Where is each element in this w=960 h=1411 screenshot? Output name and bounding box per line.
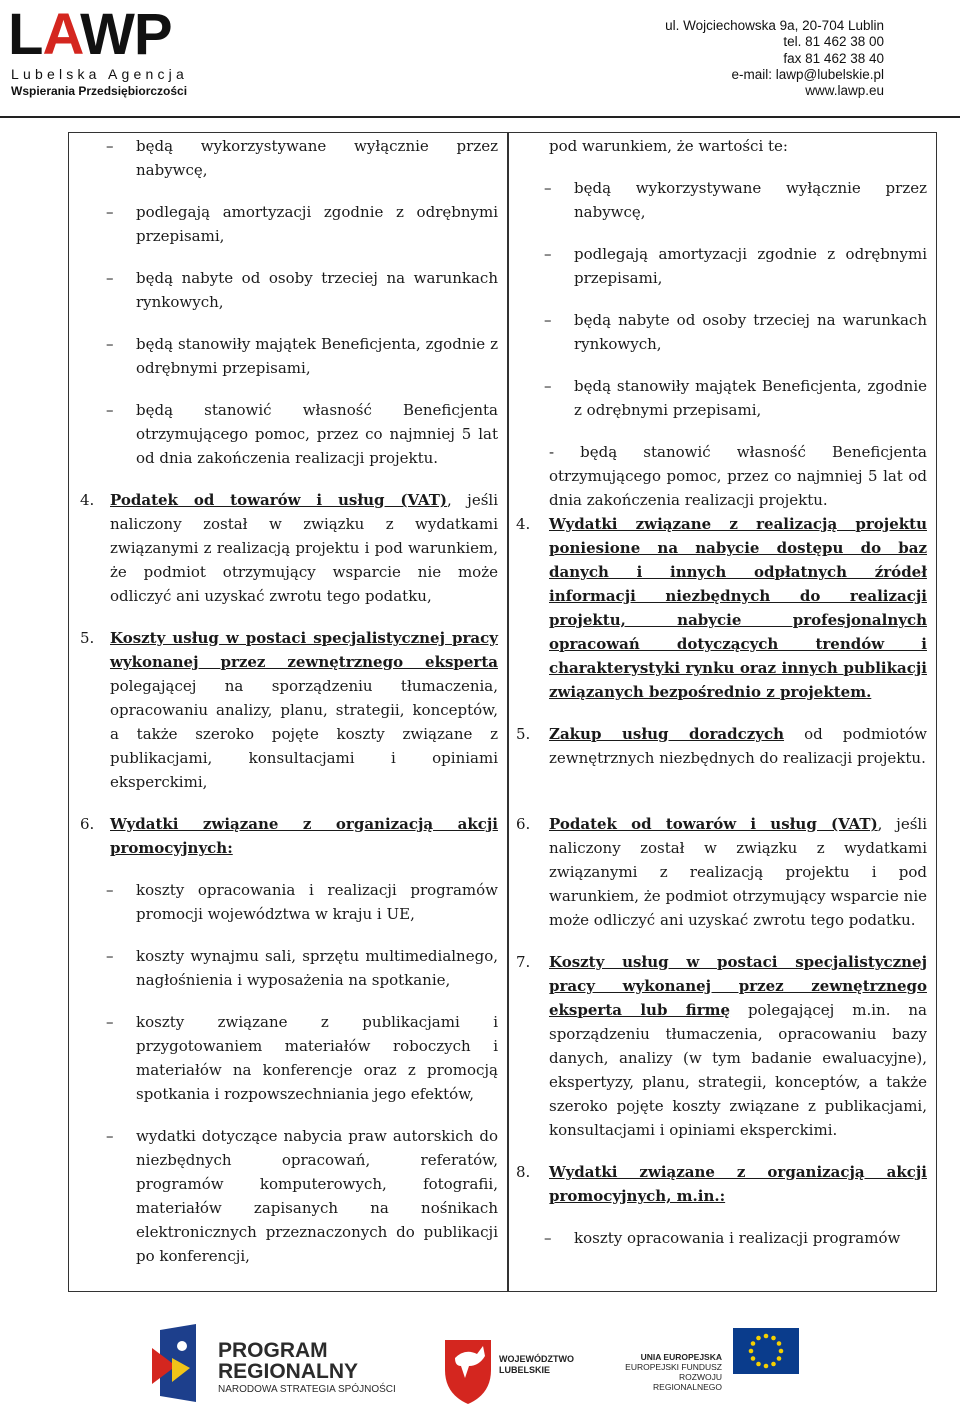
right-item-5: 5. Zakup usług doradczych od podmiotów zewnętrznych niezbędnych do realizacji projektu.: [516, 725, 927, 767]
left-dash-text: koszty wynajmu sali, sprzętu multimedialnego, nagłośnienia i wyposażenia na spotkanie,: [136, 947, 498, 989]
eu-fund-text: UNIA EUROPEJSKA EUROPEJSKI FUNDUSZ ROZWOJU REGIONALNEGO: [625, 1352, 722, 1392]
dash-bullet: –: [106, 1127, 114, 1145]
program-regionalny-text: PROGRAM REGIONALNY NARODOWA STRATEGIA SPÓJNOŚCI: [218, 1339, 396, 1395]
email[interactable]: e-mail: lawp@lubelskie.pl: [731, 66, 884, 82]
right-intro: pod warunkiem, że wartości te:: [549, 137, 788, 155]
left-dash-item: [80, 1010, 498, 1106]
eu-star-icon: [751, 1356, 756, 1361]
left-dash-item: [80, 266, 498, 314]
dash-bullet: –: [106, 203, 114, 221]
eu-flag: [733, 1328, 799, 1374]
wojewodztwo-text: WOJEWÓDZTWO LUBELSKIE: [499, 1354, 574, 1375]
website[interactable]: www.lawp.eu: [805, 83, 884, 99]
right-column: [516, 134, 927, 1268]
eu-star-icon: [756, 1362, 761, 1367]
dash-bullet: –: [106, 947, 114, 965]
right-dash-item: [516, 242, 927, 290]
right-dash-item: [516, 1226, 927, 1250]
left-dash-text: koszty opracowania i realizacji programów promocji województwa w kraju i UE,: [136, 881, 498, 923]
left-column: [80, 134, 498, 1286]
left-dash-item: [80, 332, 498, 380]
left-dash-text: koszty związane z publikacjami i przygotowaniem materiałów roboczych i materiałów na konferencje oraz z promocją spotkania i rozpowszechniania jego efektów,: [136, 1013, 498, 1103]
eu-star-icon: [764, 1364, 769, 1369]
dash-bullet: –: [106, 335, 114, 353]
address: ul. Wojciechowska 9a, 20-704 Lublin: [665, 18, 884, 33]
eu-star-icon: [751, 1341, 756, 1346]
dash-bullet: –: [544, 245, 552, 263]
right-hyphen-item: - będą stanowić własność Beneficjenta otrzymującego pomoc, przez co najmniej 5 lat od dnia zakończenia realizacji projektu.: [549, 443, 927, 509]
logo-wordmark: LAWP: [8, 2, 172, 67]
left-dash-text: będą stanowić własność Beneficjenta otrzymującego pomoc, przez co najmniej 5 lat od dnia zakończenia realizacji projektu.: [136, 401, 498, 467]
right-dash-item: [516, 308, 927, 356]
dash-bullet: –: [544, 311, 552, 329]
dash-bullet: –: [106, 881, 114, 899]
logo-subtitle-1: Lubelska Agencja: [11, 66, 188, 82]
program-regionalny-emblem: [152, 1324, 196, 1402]
dash-bullet: –: [106, 1013, 114, 1031]
eu-star-icon: [756, 1336, 761, 1341]
left-item-6: 6. Wydatki związane z organizacją akcji promocyjnych:: [80, 815, 498, 857]
right-item-4: 4. Wydatki związane z realizacją projektu poniesione na nabycie dostępu do baz danych i innych odpłatnych źródeł informacji niezbędnych do realizacji projektu, nabycie profesjonalnych opracowań dotyczących trendów i charakterystyki rynku oraz innych publikacji związanych bezpośrednio z projektem.: [516, 515, 927, 701]
left-dash-item: [80, 944, 498, 992]
left-dash-item: [80, 134, 498, 182]
eu-star-icon: [749, 1349, 754, 1354]
eu-star-icon: [771, 1336, 776, 1341]
dash-bullet: –: [106, 269, 114, 287]
left-dash-text: będą stanowiły majątek Beneficjenta, zgodnie z odrębnymi przepisami,: [136, 335, 498, 377]
dash-bullet: –: [544, 377, 552, 395]
right-item-7: 7. Koszty usług w postaci specjalistycznej pracy wykonanej przez zewnętrznego eksperta lub firmę polegającej m.in. na sporządzeniu tłumaczenia, opracowaniu bazy danych, analizy (w tym badanie ewaluacyjne), ekspertyzy, planu, strategii, konceptów, a także szeroko pojęte koszty związane z publikacjami, konsultacjami i opiniami eksperckimi.: [516, 953, 927, 1139]
right-dash-text: koszty opracowania i realizacji programów: [574, 1229, 901, 1247]
left-dash-item: [80, 398, 498, 470]
left-item-4: 4. Podatek od towarów i usług (VAT), jeśli naliczony został w związku z wydatkami związanymi z realizacją projektu i pod warunkiem, że podmiot otrzymujący wsparcie nie może odliczyć ani uzyskać zwrotu tego podatku,: [80, 491, 498, 605]
contact-block: [665, 18, 884, 99]
right-dash-item: [516, 374, 927, 422]
dash-bullet: –: [544, 179, 552, 197]
table-column-divider: [507, 132, 509, 1292]
right-item-6: 6. Podatek od towarów i usług (VAT), jeśli naliczony został w związku z wydatkami związanymi z realizacją projektu i pod warunkiem, że podmiot otrzymujący wsparcie nie może odliczyć ani uzyskać zwrotu tego podatku.: [516, 815, 927, 929]
footer-logos: [0, 1318, 960, 1408]
eu-star-icon: [779, 1349, 784, 1354]
eu-star-icon: [764, 1334, 769, 1339]
left-dash-text: podlegają amortyzacji zgodnie z odrębnymi przepisami,: [136, 203, 498, 245]
left-dash-item: [80, 200, 498, 248]
dash-bullet: –: [106, 401, 114, 419]
phone: tel. 81 462 38 00: [783, 34, 884, 50]
left-dash-item: [80, 878, 498, 926]
right-dash-text: będą nabyte od osoby trzeciej na warunkach rynkowych,: [574, 311, 927, 353]
header-divider: [0, 116, 960, 118]
eu-star-icon: [771, 1362, 776, 1367]
dash-bullet: –: [544, 1229, 552, 1247]
eu-star-icon: [777, 1341, 782, 1346]
right-item-8: 8. Wydatki związane z organizacją akcji promocyjnych, m.in.:: [516, 1163, 927, 1205]
right-dash-text: będą stanowiły majątek Beneficjenta, zgodnie z odrębnymi przepisami,: [574, 377, 927, 419]
left-dash-text: będą wykorzystywane wyłącznie przez nabywcę,: [136, 137, 498, 179]
logo-subtitle-2: Wspierania Przedsiębiorczości: [11, 84, 188, 98]
right-dash-item: [516, 176, 927, 224]
left-dash-text: będą nabyte od osoby trzeciej na warunkach rynkowych,: [136, 269, 498, 311]
right-dash-text: będą wykorzystywane wyłącznie przez nabywcę,: [574, 179, 927, 221]
fax: fax 81 462 38 40: [783, 50, 884, 66]
left-dash-item: [80, 1124, 498, 1268]
left-item-5: 5. Koszty usług w postaci specjalistycznej pracy wykonanej przez zewnętrznego eksperta polegającej na sporządzeniu tłumaczenia, opracowaniu analizy, planu, strategii, konceptów, a także szeroko pojęte koszty związane z publikacjami, konsultacjami i opiniami eksperckimi,: [80, 629, 498, 791]
footer-logo-strip: [0, 1318, 960, 1408]
right-dash-text: podlegają amortyzacji zgodnie z odrębnymi przepisami,: [574, 245, 927, 287]
lawp-logo: [8, 2, 213, 98]
lubelskie-coat-of-arms: [445, 1340, 491, 1404]
dash-bullet: –: [106, 137, 114, 155]
left-dash-text: wydatki dotyczące nabycia praw autorskich do niezbędnych opracowań, referatów, programów komputerowych, fotografii, materiałów zapisanych na nośnikach elektronicznych przeznaczonych do publikacji po konferencji,: [136, 1127, 498, 1265]
eu-star-icon: [777, 1356, 782, 1361]
